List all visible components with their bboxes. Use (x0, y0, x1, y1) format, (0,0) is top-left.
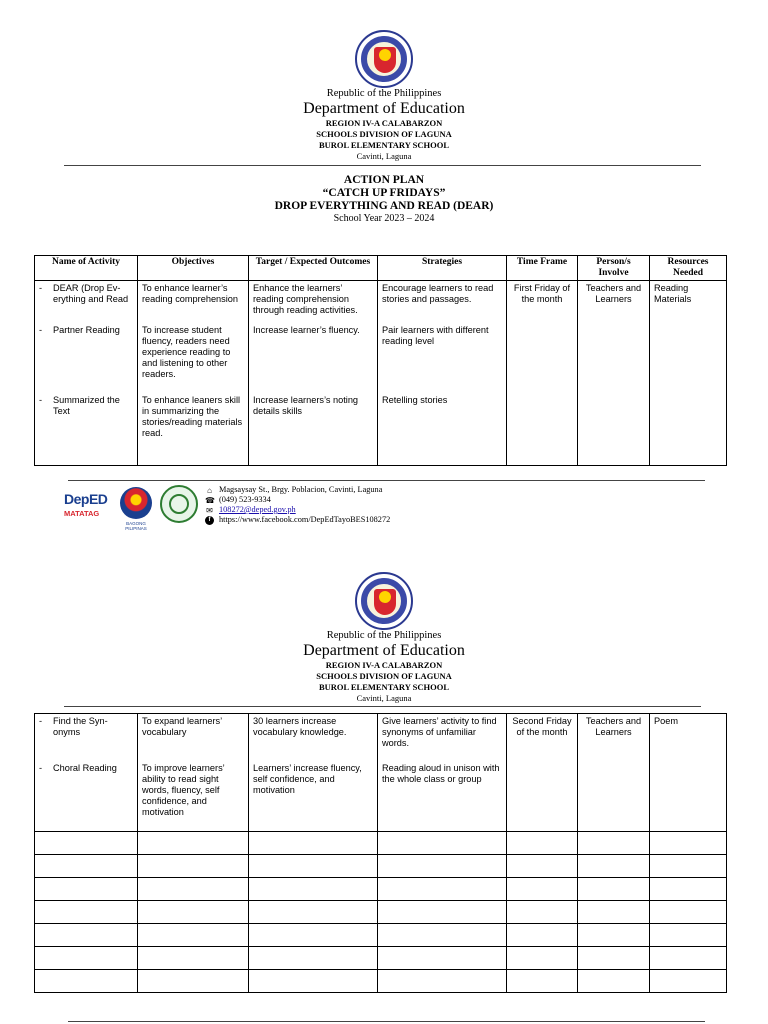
empty-row (35, 947, 727, 970)
header-strategies: Strategies (378, 256, 507, 281)
table-row (35, 281, 727, 466)
target-text: Increase learners’s noting details skills (253, 395, 359, 416)
empty-row (35, 855, 727, 878)
letterhead (0, 88, 768, 161)
deped-seal-logo (355, 30, 413, 88)
action-plan-table-continued (34, 713, 727, 993)
header-time-frame: Time Frame (507, 256, 578, 281)
activity-cell: - DEAR (Drop Ev-erything and Read - Partner Reading - Summarized the Text (35, 281, 138, 466)
header-resources: Resources Needed (650, 256, 727, 281)
target-text: 30 learners increase vocabulary knowledge. (253, 716, 347, 737)
footer-divider (68, 480, 705, 481)
objectives-cell (138, 714, 249, 832)
bagong-pilipinas-text: BAGONG PILIPINAS (125, 521, 147, 531)
strategy-text: Reading aloud in unison with the whole class or group (382, 763, 500, 784)
region-text: REGION IV-A CALABARZON (325, 118, 443, 128)
activity-name: Find the Syn-onyms (53, 716, 108, 737)
department-text: Department of Education (303, 100, 465, 117)
header-divider (64, 706, 701, 707)
target-cell (249, 281, 378, 466)
empty-row (35, 970, 727, 993)
school-text: BUROL ELEMENTARY SCHOOL (318, 140, 450, 150)
address-text: Magsaysay St., Brgy. Poblacion, Cavinti, Laguna (219, 485, 383, 494)
school-year-text: School Year 2023 – 2024 (333, 213, 435, 224)
document-title (0, 174, 768, 225)
target-text: Learners’ increase fluency, self confidence, and motivation (253, 763, 362, 795)
target-cell (249, 714, 378, 832)
title-line-1: ACTION PLAN (343, 174, 425, 186)
footer-divider (68, 1021, 705, 1022)
objective-text: To improve learners’ ability to read sight words, fluency, self confidence, and motivation (142, 763, 225, 817)
header-target: Target / Expected Outcomes (249, 256, 378, 281)
empty-row (35, 924, 727, 947)
location-text: Cavinti, Laguna (356, 151, 412, 161)
strategy-text: Pair learners with different reading level (382, 325, 489, 346)
region-text: REGION IV-A CALABARZON (325, 660, 443, 670)
persons-cell: Teachers and Learners (578, 714, 650, 832)
email-icon: ✉ (206, 506, 213, 515)
target-text: Increase learner’s fluency. (253, 325, 360, 335)
action-plan-table (34, 255, 727, 466)
objective-text: To increase student fluency, readers need experience reading to and listening to other readers. (142, 325, 231, 379)
activity-cell: - Find the Syn-onyms - Choral Reading (35, 714, 138, 832)
header-persons: Person/s Involve (578, 256, 650, 281)
objective-text: To expand learners’ vocabulary (142, 716, 222, 737)
strategy-text: Give learners’ activity to find synonyms of unfamiliar words. (382, 716, 497, 748)
table-header-row (35, 256, 727, 281)
deped-seal-logo (355, 572, 413, 630)
empty-row (35, 878, 727, 901)
strategy-text: Encourage learners to read stories and passages. (382, 283, 494, 304)
division-text: SCHOOLS DIVISION OF LAGUNA (316, 129, 452, 139)
republic-text: Republic of the Philippines (326, 88, 442, 99)
republic-text: Republic of the Philippines (326, 630, 442, 641)
resources-cell: Reading Materials (650, 281, 727, 466)
title-line-2: “CATCH UP FRIDAYS” (322, 187, 446, 199)
activity-name: DEAR (Drop Ev-erything and Read (53, 283, 129, 304)
home-icon: ⌂ (207, 486, 212, 495)
strategy-cell (378, 714, 507, 832)
facebook-icon: f (205, 516, 214, 525)
bagong-pilipinas-logo (120, 487, 152, 519)
facebook-url[interactable]: https://www.facebook.com/DepEdTayoBES108272 (219, 515, 391, 524)
activity-name: Summarized the Text (53, 395, 120, 416)
email-link[interactable]: 108272@deped.gov.ph (219, 505, 296, 514)
objective-text: To enhance learner’s reading comprehension (142, 283, 239, 304)
letterhead (0, 630, 768, 703)
empty-row (35, 901, 727, 924)
activity-name: Partner Reading (53, 325, 120, 335)
phone-icon: ☎ (205, 496, 215, 505)
table-row (35, 714, 727, 832)
header-divider (64, 165, 701, 166)
department-text: Department of Education (303, 642, 465, 659)
resources-cell: Poem (650, 714, 727, 832)
strategy-cell (378, 281, 507, 466)
school-seal-logo (160, 485, 198, 523)
location-text: Cavinti, Laguna (356, 693, 412, 703)
objective-text: To enhance leaners skill in summarizing the stories/reading materials read. (142, 395, 243, 438)
deped-matatag-logo: DepED MATATAG (64, 491, 108, 518)
time-frame-cell: First Friday of the month (507, 281, 578, 466)
target-text: Enhance the learners’ reading comprehension through reading activities. (253, 283, 358, 315)
header-activity: Name of Activity (35, 256, 138, 281)
activity-name: Choral Reading (53, 763, 117, 773)
objectives-cell (138, 281, 249, 466)
phone-text: (049) 523-9334 (219, 495, 271, 504)
time-frame-cell: Second Friday of the month (507, 714, 578, 832)
division-text: SCHOOLS DIVISION OF LAGUNA (316, 671, 452, 681)
title-line-3: DROP EVERYTHING AND READ (DEAR) (274, 200, 494, 212)
footer-logos (64, 485, 204, 531)
empty-row (35, 832, 727, 855)
strategy-text: Retelling stories (382, 395, 448, 405)
contact-info (205, 485, 390, 525)
persons-cell: Teachers and Learners (578, 281, 650, 466)
header-objectives: Objectives (138, 256, 249, 281)
school-text: BUROL ELEMENTARY SCHOOL (318, 682, 450, 692)
